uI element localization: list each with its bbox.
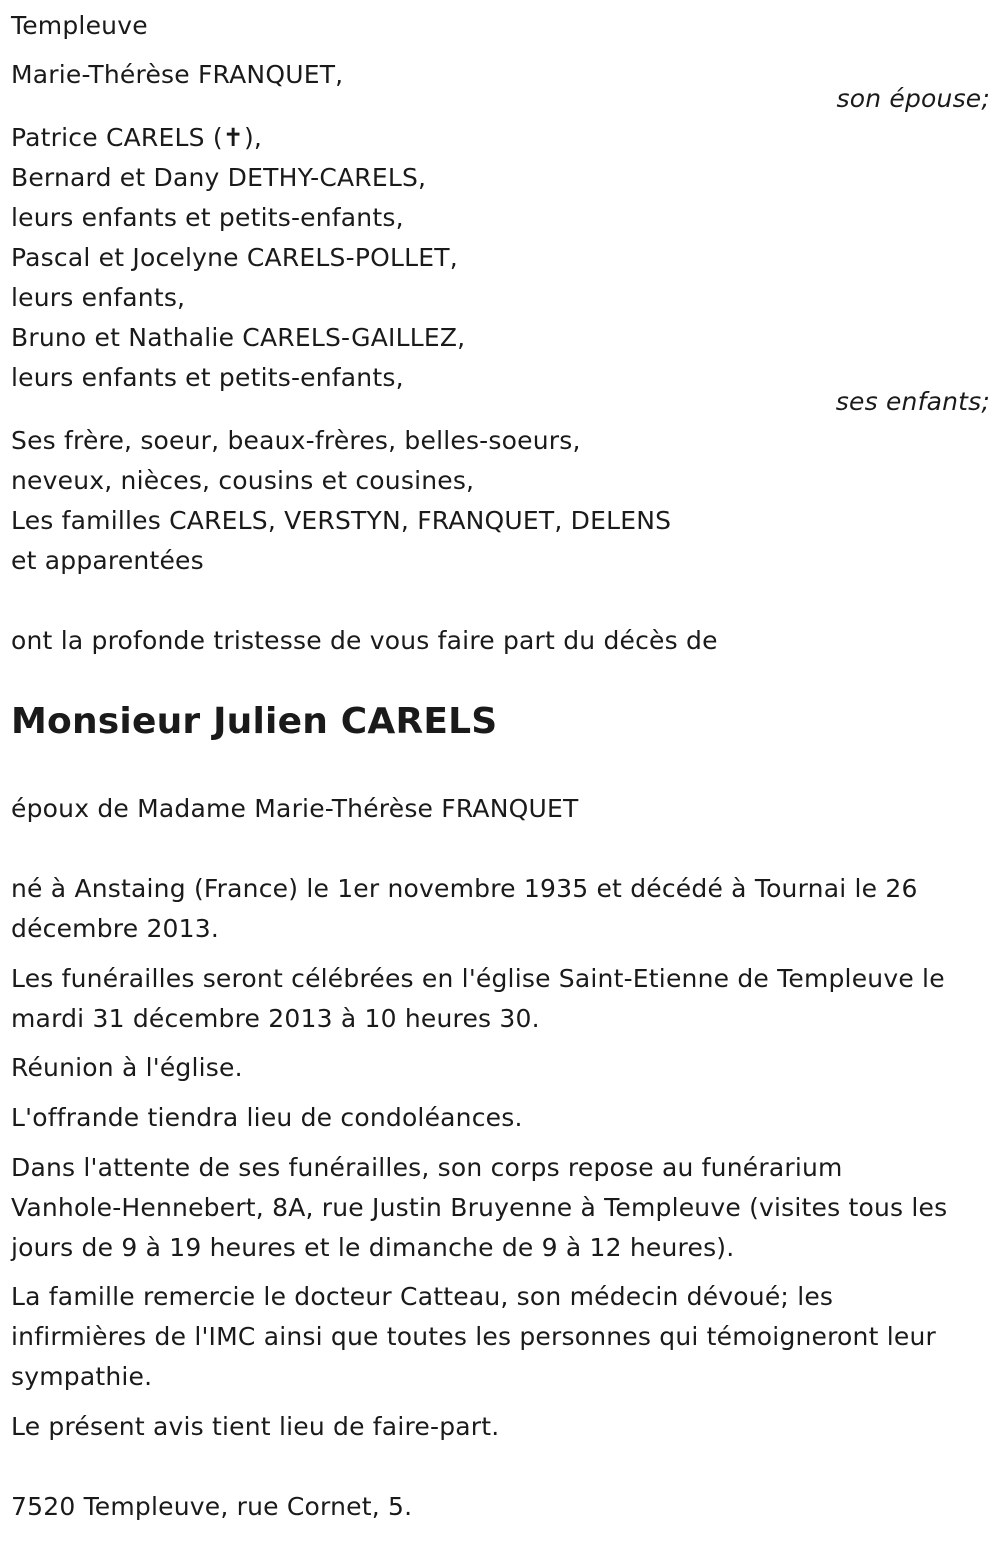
relatives-line: et apparentées [11, 546, 204, 575]
relatives-line: Les familles CARELS, VERSTYN, FRANQUET, DELENS [11, 506, 672, 535]
funerarium-line: Vanhole-Hennebert, 8A, rue Justin Bruyenne à Templeuve (visites tous les [11, 1193, 948, 1222]
children-line: leurs enfants, [11, 283, 186, 312]
thanks-line: infirmières de l'IMC ainsi que toutes les personnes qui témoigneront leur [11, 1322, 937, 1351]
children-line: Patrice CARELS (✝), [11, 123, 263, 152]
spouse-role: son épouse; [836, 84, 990, 113]
relatives-line: Ses frère, soeur, beaux-frères, belles-soeurs, [11, 426, 581, 455]
notice-text: Le présent avis tient lieu de faire-part. [11, 1412, 500, 1441]
children-line: Pascal et Jocelyne CARELS-POLLET, [11, 243, 458, 272]
reunion-text: Réunion à l'église. [11, 1053, 243, 1082]
children-line: Bernard et Dany DETHY-CARELS, [11, 163, 427, 192]
thanks-line: La famille remercie le docteur Catteau, son médecin dévoué; les [11, 1282, 834, 1311]
deceased-name: Monsieur Julien CARELS [11, 701, 498, 742]
announcement-text: ont la profonde tristesse de vous faire part du décès de [11, 626, 718, 655]
funerarium-line: jours de 9 à 19 heures et le dimanche de 9 à 12 heures). [11, 1233, 735, 1262]
children-line: leurs enfants et petits-enfants, [11, 203, 404, 232]
funerarium-line: Dans l'attente de ses funérailles, son corps repose au funérarium [11, 1153, 843, 1182]
birth-death-line: décembre 2013. [11, 914, 220, 943]
thanks-line: sympathie. [11, 1362, 153, 1391]
spouse-name: Marie-Thérèse FRANQUET, [11, 60, 344, 89]
funeral-line: Les funérailles seront célébrées en l'église Saint-Etienne de Templeuve le [11, 964, 945, 993]
funeral-line: mardi 31 décembre 2013 à 10 heures 30. [11, 1004, 540, 1033]
offering-text: L'offrande tiendra lieu de condoléances. [11, 1103, 523, 1132]
address-text: 7520 Templeuve, rue Cornet, 5. [11, 1492, 413, 1521]
children-role: ses enfants; [835, 387, 990, 416]
relatives-line: neveux, nièces, cousins et cousines, [11, 466, 475, 495]
header-place: Templeuve [11, 11, 148, 40]
children-line: leurs enfants et petits-enfants, [11, 363, 404, 392]
children-line: Bruno et Nathalie CARELS-GAILLEZ, [11, 323, 466, 352]
deceased-spouse-of: époux de Madame Marie-Thérèse FRANQUET [11, 794, 579, 823]
birth-death-line: né à Anstaing (France) le 1er novembre 1935 et décédé à Tournai le 26 [11, 874, 918, 903]
